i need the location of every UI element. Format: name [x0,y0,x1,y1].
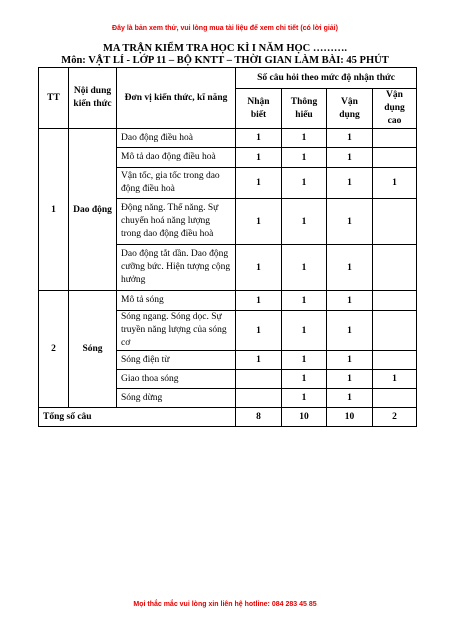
count-cell-l2: 1 [282,370,327,389]
total-cell-l1: 8 [236,408,282,427]
count-cell-l2: 1 [282,291,327,311]
count-cell-l3: 1 [327,199,373,245]
count-cell-l1: 1 [236,291,282,311]
preview-banner: Đây là bản xem thử, vui lòng mua tài liệu để xem chi tiết (có lời giải) [112,25,338,32]
header-level-apply: Vận dụng [327,89,373,129]
total-cell-l2: 10 [282,408,327,427]
total-cell-l4: 2 [373,408,417,427]
unit-cell: Giao thoa sóng [117,370,236,389]
unit-cell: Sóng dừng [117,389,236,408]
knowledge-matrix-table [38,67,417,427]
total-label: Tổng số câu [39,408,236,427]
count-cell-l3: 1 [327,311,373,351]
count-cell-l4 [373,389,417,408]
count-cell-l1 [236,370,282,389]
count-cell-l2: 1 [282,129,327,148]
count-cell-l1: 1 [236,351,282,370]
count-cell-l1: 1 [236,199,282,245]
header-levels-group: Số câu hỏi theo mức độ nhận thức [236,68,417,89]
count-cell-l1: 1 [236,311,282,351]
count-cell-l3: 1 [327,148,373,168]
header-level-understand: Thông hiểu [282,89,327,129]
table-row [39,129,417,148]
count-cell-l4: 1 [373,168,417,199]
count-cell-l2: 1 [282,245,327,291]
count-cell-l2: 1 [282,351,327,370]
count-cell-l3: 1 [327,351,373,370]
header-tt: TT [39,68,69,129]
header-level-recognize: Nhận biết [236,89,282,129]
count-cell-l4 [373,351,417,370]
count-cell-l3: 1 [327,245,373,291]
count-cell-l3: 1 [327,291,373,311]
hotline-banner: Mọi thắc mắc vui lòng xin liên hệ hotline: 084 283 45 85 [133,601,317,608]
count-cell-l3: 1 [327,370,373,389]
unit-cell: Dao động tắt dần. Dao động cưỡng bức. Hiện tượng cộng hưởng [117,245,236,291]
count-cell-l2: 1 [282,311,327,351]
count-cell-l4 [373,245,417,291]
subject-subtitle: Môn: VẬT LÍ - LỚP 11 – BỘ KNTT – THỜI GIAN LÀM BÀI: 45 PHÚT [61,55,389,66]
count-cell-l2: 1 [282,389,327,408]
matrix-title: MA TRẬN KIỂM TRA HỌC KÌ I NĂM HỌC ………. [102,43,348,54]
group-number: 1 [39,129,69,291]
unit-cell: Động năng. Thế năng. Sự chuyển hoá năng lượng trong dao động điều hoà [117,199,236,245]
count-cell-l3: 1 [327,389,373,408]
count-cell-l4 [373,148,417,168]
group-content: Sóng [69,291,117,408]
count-cell-l3: 1 [327,129,373,148]
count-cell-l4 [373,291,417,311]
group-content: Dao động [69,129,117,291]
count-cell-l1: 1 [236,148,282,168]
count-cell-l1: 1 [236,245,282,291]
count-cell-l4: 1 [373,370,417,389]
header-content: Nội dung kiến thức [69,68,117,129]
group-number: 2 [39,291,69,408]
table-row [39,291,417,311]
unit-cell: Dao động điều hoà [117,129,236,148]
unit-cell: Sóng ngang. Sóng dọc. Sự truyền năng lượng của sóng cơ [117,311,236,351]
count-cell-l1 [236,389,282,408]
unit-cell: Vận tốc, gia tốc trong dao động điều hoà [117,168,236,199]
header-unit: Đơn vị kiến thức, kĩ năng [117,68,236,129]
count-cell-l2: 1 [282,148,327,168]
unit-cell: Sóng điện từ [117,351,236,370]
count-cell-l2: 1 [282,199,327,245]
count-cell-l4 [373,129,417,148]
total-cell-l3: 10 [327,408,373,427]
count-cell-l4 [373,311,417,351]
count-cell-l1: 1 [236,168,282,199]
count-cell-l1: 1 [236,129,282,148]
count-cell-l2: 1 [282,168,327,199]
header-level-apply-high: Vận dụng cao [373,89,417,129]
unit-cell: Mô tả sóng [117,291,236,311]
count-cell-l4 [373,199,417,245]
count-cell-l3: 1 [327,168,373,199]
unit-cell: Mô tả dao động điều hoà [117,148,236,168]
total-row [39,408,417,427]
